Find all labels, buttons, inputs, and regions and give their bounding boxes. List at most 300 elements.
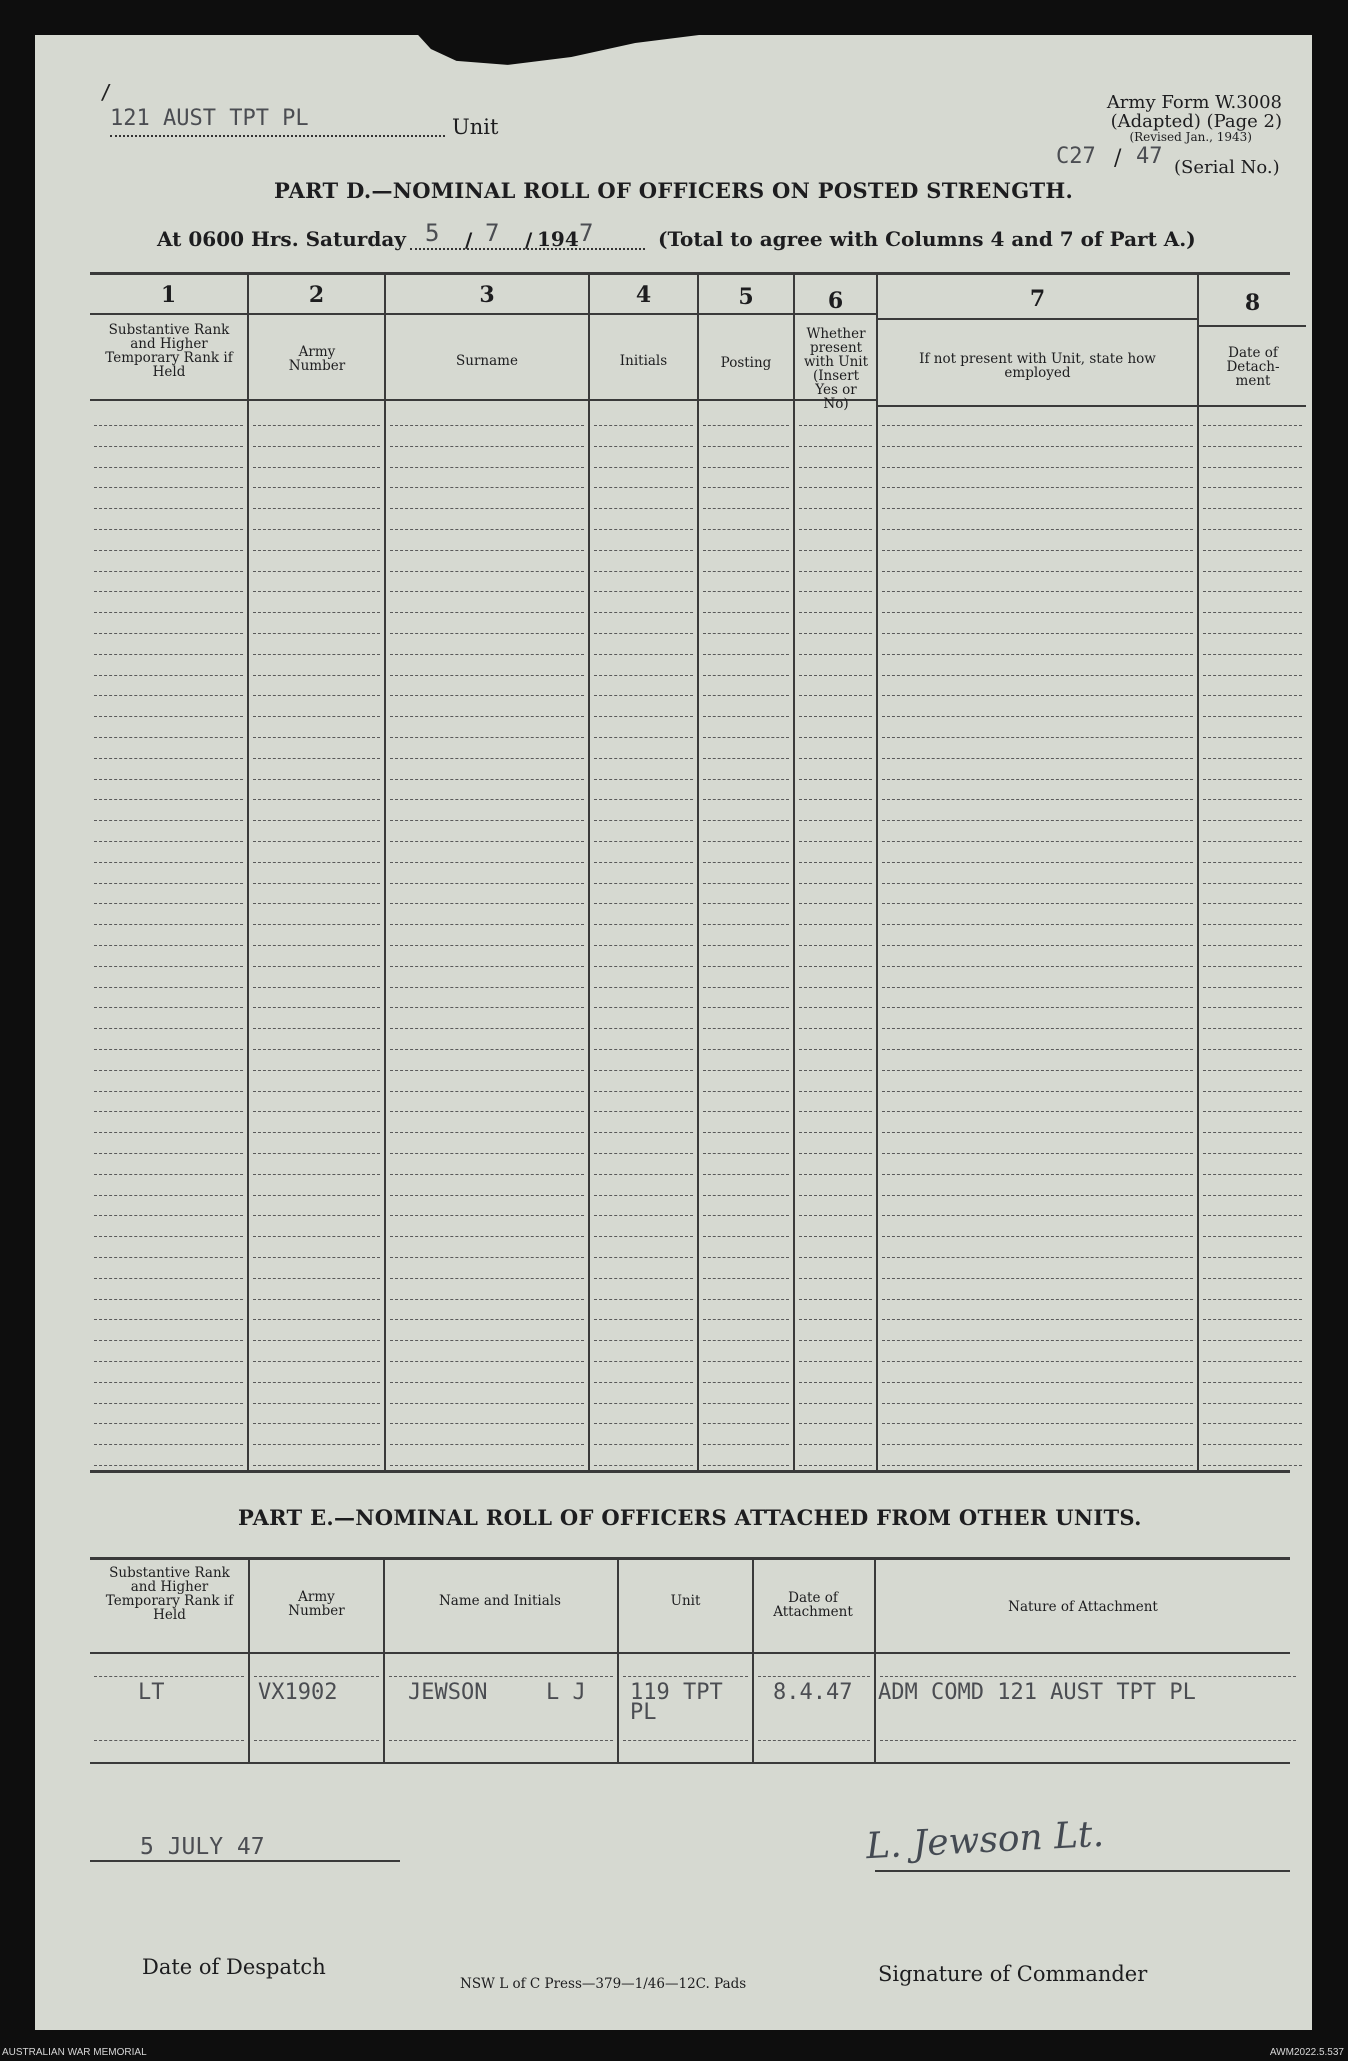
row-dash-line: [799, 1111, 872, 1112]
row-dash-line: [390, 862, 584, 863]
row-dash-line: [94, 550, 243, 551]
row-dash-line: [253, 654, 380, 655]
row-dash-line: [799, 1299, 872, 1300]
row-dash-line: [882, 1049, 1193, 1050]
row-dash-line: [253, 779, 380, 780]
row-dash-line: [882, 799, 1193, 800]
row-dash-line: [703, 1132, 789, 1133]
part-e-top-rule: [90, 1557, 1290, 1560]
row-dash-line: [703, 1403, 789, 1404]
row-dash-line: [94, 883, 243, 884]
row-dash-line: [94, 737, 243, 738]
row-dash-line: [882, 945, 1193, 946]
row-name: JEWSON: [408, 1680, 488, 1705]
row-dash-line: [703, 1070, 789, 1071]
row-dash-line: [1203, 550, 1302, 551]
row-dash-line: [94, 1740, 244, 1741]
row-dash-line: [1203, 467, 1302, 468]
row-dash-line: [390, 508, 584, 509]
row-dash-line: [390, 903, 584, 904]
row-dash-line: [1203, 987, 1302, 988]
part-d-header-rule-2: [249, 399, 384, 401]
row-dash-line: [882, 1257, 1193, 1258]
part-e-title: PART E.—NOMINAL ROLL OF OFFICERS ATTACHED FROM OTHER UNITS.: [238, 1505, 1142, 1530]
row-dash-line: [94, 1174, 243, 1175]
row-dash-line: [882, 1340, 1193, 1341]
part-d-header-rule-8: [1199, 405, 1306, 407]
row-dash-line: [882, 1423, 1193, 1424]
row-dash-line: [594, 1382, 693, 1383]
col-head-5: Posting: [720, 355, 772, 371]
row-dash-line: [703, 1465, 789, 1466]
row-dash-line: [703, 487, 789, 488]
row-dash-line: [799, 799, 872, 800]
row-dash-line: [390, 987, 584, 988]
row-dash-line: [390, 1465, 584, 1466]
row-dash-line: [1203, 1215, 1302, 1216]
row-dash-line: [703, 1007, 789, 1008]
row-dash-line: [1203, 612, 1302, 613]
archive-caption-bar: [0, 2046, 1348, 2061]
row-dash-line: [1203, 1070, 1302, 1071]
row-dash-line: [253, 425, 380, 426]
row-dash-line: [389, 1740, 613, 1741]
col-num-1: 1: [160, 282, 177, 308]
row-dash-line: [594, 758, 693, 759]
part-d-divider-2: [384, 275, 386, 1470]
row-dash-line: [799, 1195, 872, 1196]
part-d-divider-1: [247, 275, 249, 1470]
row-dash-line: [1203, 1111, 1302, 1112]
part-d-header-rule-3: [386, 399, 588, 401]
row-dash-line: [390, 675, 584, 676]
row-unit-line2: PL: [630, 1700, 657, 1725]
row-dash-line: [1203, 1340, 1302, 1341]
row-dash-line: [594, 1319, 693, 1320]
row-dash-line: [390, 1153, 584, 1154]
row-dash-line: [94, 1049, 243, 1050]
part-d-col-1-6-split: [90, 313, 876, 315]
row-dash-line: [253, 1403, 380, 1404]
row-dash-line: [390, 966, 584, 967]
row-dash-line: [390, 1299, 584, 1300]
row-dash-line: [703, 1382, 789, 1383]
row-dash-line: [390, 487, 584, 488]
row-dash-line: [703, 779, 789, 780]
row-dash-line: [390, 1132, 584, 1133]
part-d-divider-4: [697, 275, 699, 1470]
row-dash-line: [390, 1403, 584, 1404]
row-dash-line: [703, 1153, 789, 1154]
row-dash-line: [94, 924, 243, 925]
row-dash-line: [253, 799, 380, 800]
row-dash-line: [390, 633, 584, 634]
row-dash-line: [799, 1132, 872, 1133]
row-dash-line: [799, 1403, 872, 1404]
row-dash-line: [799, 1423, 872, 1424]
unit-value: 121 AUST TPT PL: [110, 106, 445, 137]
row-dash-line: [882, 1319, 1193, 1320]
row-dash-line: [594, 1444, 693, 1445]
row-unit-line1: 119 TPT: [630, 1680, 723, 1705]
row-dash-line: [882, 1091, 1193, 1092]
row-dash-line: [253, 820, 380, 821]
row-dash-line: [94, 571, 243, 572]
row-dash-line: [94, 966, 243, 967]
row-dash-line: [1203, 779, 1302, 780]
press-note: NSW L of C Press—379—1/46—12C. Pads: [460, 1976, 747, 1992]
row-dash-line: [703, 1423, 789, 1424]
col-head-2: Army Number: [288, 344, 346, 374]
row-dash-line: [253, 487, 380, 488]
row-dash-line: [594, 1299, 693, 1300]
row-dash-line: [703, 446, 789, 447]
row-dash-line: [882, 467, 1193, 468]
row-dash-line: [882, 716, 1193, 717]
row-dash-line: [390, 1091, 584, 1092]
row-dash-line: [799, 591, 872, 592]
row-dash-line: [703, 716, 789, 717]
row-dash-line: [1203, 924, 1302, 925]
row-dash-line: [703, 508, 789, 509]
row-dash-line: [882, 487, 1193, 488]
row-dash-line: [882, 924, 1193, 925]
row-dash-line: [703, 883, 789, 884]
row-dash-line: [94, 654, 243, 655]
col-num-4: 4: [635, 282, 652, 308]
row-dash-line: [594, 591, 693, 592]
row-dash-line: [94, 529, 243, 530]
row-dash-line: [594, 1340, 693, 1341]
row-dash-line: [1203, 1007, 1302, 1008]
row-dash-line: [1203, 799, 1302, 800]
row-dash-line: [94, 1423, 243, 1424]
part-e-divider-5: [874, 1560, 876, 1762]
row-dash-line: [94, 1361, 243, 1362]
row-dash-line: [594, 487, 693, 488]
archive-left-caption: AUSTRALIAN WAR MEMORIAL: [2, 2047, 147, 2058]
row-dash-line: [594, 1174, 693, 1175]
row-dash-line: [882, 1195, 1193, 1196]
row-dash-line: [1203, 695, 1302, 696]
row-dash-line: [882, 1299, 1193, 1300]
row-dash-line: [594, 883, 693, 884]
col-num-8: 8: [1244, 290, 1261, 316]
row-dash-line: [799, 1028, 872, 1029]
row-dash-line: [594, 1361, 693, 1362]
row-dash-line: [390, 1319, 584, 1320]
part-d-title: PART D.—NOMINAL ROLL OF OFFICERS ON POSTED STRENGTH.: [274, 178, 1074, 203]
row-dash-line: [882, 550, 1193, 551]
row-dash-line: [390, 799, 584, 800]
row-dash-line: [94, 467, 243, 468]
part-e-head-army-number: Army Number: [288, 1589, 345, 1619]
row-dash-line: [799, 737, 872, 738]
row-dash-line: [799, 529, 872, 530]
row-dash-line: [389, 1676, 613, 1677]
row-dash-line: [390, 1257, 584, 1258]
row-dash-line: [253, 529, 380, 530]
row-dash-line: [254, 1676, 379, 1677]
commander-signature: L. Jewson Lt.: [865, 1813, 1105, 1868]
row-dash-line: [594, 571, 693, 572]
row-dash-line: [390, 425, 584, 426]
row-dash-line: [390, 1382, 584, 1383]
part-e-divider-2: [383, 1560, 385, 1762]
col-num-3: 3: [479, 282, 495, 308]
row-dash-line: [390, 467, 584, 468]
despatch-label: Date of Despatch: [142, 1955, 326, 1979]
row-dash-line: [799, 841, 872, 842]
row-dash-line: [390, 716, 584, 717]
row-dash-line: [94, 1195, 243, 1196]
row-dash-line: [253, 862, 380, 863]
row-dash-line: [703, 591, 789, 592]
row-dash-line: [390, 695, 584, 696]
row-dash-line: [594, 633, 693, 634]
row-dash-line: [390, 1215, 584, 1216]
row-dash-line: [1203, 841, 1302, 842]
row-dash-line: [703, 799, 789, 800]
row-dash-line: [253, 1257, 380, 1258]
row-dash-line: [253, 1049, 380, 1050]
row-dash-line: [94, 1153, 243, 1154]
row-dash-line: [882, 1174, 1193, 1175]
row-dash-line: [253, 1319, 380, 1320]
form-revised: (Revised Jan., 1943): [1129, 130, 1252, 144]
row-dash-line: [253, 1111, 380, 1112]
col-head-6: Whether present with Unit (Insert Yes or No): [803, 326, 869, 412]
row-dash-line: [94, 716, 243, 717]
row-dash-line: [594, 446, 693, 447]
row-dash-line: [799, 1382, 872, 1383]
row-dash-line: [1203, 862, 1302, 863]
row-dash-line: [880, 1676, 1296, 1677]
row-dash-line: [94, 1299, 243, 1300]
row-dash-line: [882, 987, 1193, 988]
row-dash-line: [390, 550, 584, 551]
row-dash-line: [1203, 1257, 1302, 1258]
row-dash-line: [703, 1319, 789, 1320]
row-dash-line: [94, 779, 243, 780]
row-dash-line: [882, 508, 1193, 509]
date-year-suffix: 7: [579, 219, 594, 247]
row-dash-line: [594, 425, 693, 426]
row-dash-line: [594, 820, 693, 821]
row-dash-line: [594, 550, 693, 551]
row-dash-line: [94, 446, 243, 447]
row-dash-line: [703, 1444, 789, 1445]
despatch-date: 5 JULY 47: [140, 1834, 265, 1860]
row-dash-line: [882, 820, 1193, 821]
row-dash-line: [703, 737, 789, 738]
row-dash-line: [623, 1676, 748, 1677]
row-dash-line: [799, 716, 872, 717]
row-dash-line: [94, 987, 243, 988]
row-dash-line: [253, 508, 380, 509]
col-num-2: 2: [308, 282, 325, 308]
row-dash-line: [882, 779, 1193, 780]
row-dash-line: [799, 612, 872, 613]
row-dash-line: [882, 1361, 1193, 1362]
col-head-1: Substantive Rank and Higher Temporary Rank if Held: [105, 322, 233, 380]
row-dash-line: [1203, 1132, 1302, 1133]
col-head-3: Surname: [456, 353, 518, 369]
row-dash-line: [799, 862, 872, 863]
row-dash-line: [390, 737, 584, 738]
row-dash-line: [594, 799, 693, 800]
col-num-7: 7: [1029, 286, 1046, 312]
row-dash-line: [799, 1215, 872, 1216]
row-dash-line: [94, 1007, 243, 1008]
row-dash-line: [94, 1444, 243, 1445]
row-dash-line: [594, 1195, 693, 1196]
row-dash-line: [1203, 1361, 1302, 1362]
row-dash-line: [594, 529, 693, 530]
form-number: Army Form W.3008: [1106, 92, 1282, 113]
date-slash-2: /: [525, 228, 533, 252]
row-dash-line: [390, 1361, 584, 1362]
date-year-prefix: 194: [537, 227, 579, 251]
row-dash-line: [882, 1111, 1193, 1112]
row-dash-line: [594, 612, 693, 613]
row-dash-line: [758, 1676, 870, 1677]
row-dash-line: [882, 571, 1193, 572]
row-dash-line: [703, 1278, 789, 1279]
row-dash-line: [703, 425, 789, 426]
row-dash-line: [1203, 1195, 1302, 1196]
row-dash-line: [94, 1319, 243, 1320]
row-dash-line: [703, 1195, 789, 1196]
row-dash-line: [594, 987, 693, 988]
row-dash-line: [253, 1091, 380, 1092]
row-dash-line: [253, 1070, 380, 1071]
row-dash-line: [594, 1278, 693, 1279]
row-dash-line: [799, 654, 872, 655]
row-dash-line: [390, 1007, 584, 1008]
row-dash-line: [882, 758, 1193, 759]
row-dash-line: [390, 529, 584, 530]
row-dash-line: [594, 695, 693, 696]
row-dash-line: [94, 1465, 243, 1466]
row-dash-line: [799, 1049, 872, 1050]
archive-right-caption: AWM2022.5.537: [1269, 2047, 1344, 2058]
row-dash-line: [253, 1132, 380, 1133]
row-rank: LT: [138, 1680, 165, 1705]
row-dash-line: [594, 841, 693, 842]
col-head-4: Initials: [619, 353, 668, 369]
row-dash-line: [253, 467, 380, 468]
row-dash-line: [94, 841, 243, 842]
row-dash-line: [594, 654, 693, 655]
row-dash-line: [882, 612, 1193, 613]
serial-b: 47: [1136, 144, 1163, 169]
row-dash-line: [390, 1236, 584, 1237]
row-dash-line: [253, 1215, 380, 1216]
row-dash-line: [253, 924, 380, 925]
row-dash-line: [799, 1236, 872, 1237]
row-dash-line: [594, 1111, 693, 1112]
row-dash-line: [253, 903, 380, 904]
row-dash-line: [799, 695, 872, 696]
row-dash-line: [799, 945, 872, 946]
row-dash-line: [882, 1465, 1193, 1466]
row-dash-line: [94, 1111, 243, 1112]
row-dash-line: [882, 695, 1193, 696]
row-dash-line: [94, 487, 243, 488]
row-dash-line: [799, 1091, 872, 1092]
row-dash-line: [253, 1423, 380, 1424]
row-dash-line: [594, 1465, 693, 1466]
row-dash-line: [882, 1444, 1193, 1445]
row-dash-line: [594, 675, 693, 676]
row-dash-line: [1203, 1382, 1302, 1383]
row-dash-line: [390, 841, 584, 842]
row-dash-line: [253, 1236, 380, 1237]
col-head-8: Date of Detach- ment: [1226, 345, 1280, 389]
row-dash-line: [703, 945, 789, 946]
row-dash-line: [94, 675, 243, 676]
row-dash-line: [253, 1278, 380, 1279]
row-dash-line: [253, 945, 380, 946]
row-initials: L J: [546, 1680, 586, 1705]
row-dash-line: [799, 924, 872, 925]
part-e-divider-1: [248, 1560, 250, 1762]
row-dash-line: [703, 1340, 789, 1341]
row-date: 8.4.47: [773, 1680, 853, 1705]
row-dash-line: [94, 1132, 243, 1133]
row-dash-line: [94, 1403, 243, 1404]
row-dash-line: [703, 862, 789, 863]
row-dash-line: [1203, 1444, 1302, 1445]
row-dash-line: [594, 716, 693, 717]
row-dash-line: [253, 1340, 380, 1341]
row-dash-line: [94, 1028, 243, 1029]
part-e-head-nature: Nature of Attachment: [1008, 1599, 1158, 1615]
row-dash-line: [882, 737, 1193, 738]
part-d-header-rule-5: [699, 399, 793, 401]
row-dash-line: [390, 1049, 584, 1050]
row-dash-line: [594, 966, 693, 967]
row-dash-line: [253, 716, 380, 717]
row-dash-line: [594, 1153, 693, 1154]
row-dash-line: [253, 1195, 380, 1196]
row-dash-line: [1203, 1174, 1302, 1175]
row-dash-line: [882, 903, 1193, 904]
row-dash-line: [623, 1740, 748, 1741]
row-dash-line: [390, 1340, 584, 1341]
row-dash-line: [390, 446, 584, 447]
row-dash-line: [799, 820, 872, 821]
row-dash-line: [390, 1195, 584, 1196]
date-month: 7: [485, 219, 500, 247]
row-dash-line: [253, 571, 380, 572]
row-dash-line: [390, 1444, 584, 1445]
row-dash-line: [1203, 571, 1302, 572]
row-dash-line: [703, 1174, 789, 1175]
unit-label: Unit: [452, 115, 499, 139]
row-dash-line: [390, 1174, 584, 1175]
row-dash-line: [1203, 883, 1302, 884]
row-dash-line: [1203, 1278, 1302, 1279]
row-dash-line: [94, 945, 243, 946]
part-e-header-rule: [90, 1652, 1290, 1654]
part-d-header-rule-4: [590, 399, 697, 401]
row-dash-line: [253, 550, 380, 551]
row-dash-line: [253, 758, 380, 759]
row-dash-line: [882, 966, 1193, 967]
row-dash-line: [882, 1132, 1193, 1133]
